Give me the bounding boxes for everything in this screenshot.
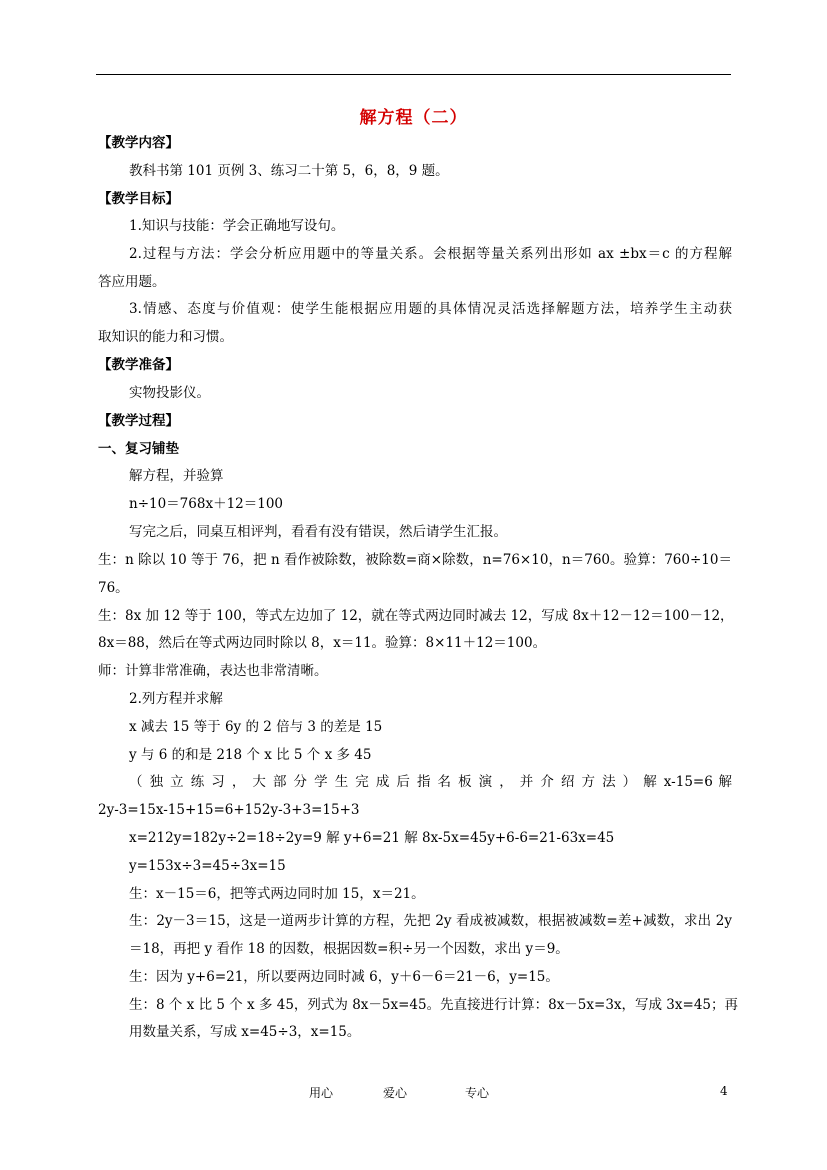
heading-goals: 【教学目标】 [98, 191, 179, 207]
paragraph: 解方程，并验算 [129, 468, 224, 484]
paragraph: 写完之后，同桌互相评判，看看有没有错误，然后请学生汇报。 [129, 524, 507, 540]
page-title: 解方程（二） [359, 108, 468, 128]
paragraph: 2.列方程并求解 [129, 691, 223, 707]
footer-motto-2: 爱心 [383, 1086, 408, 1100]
equation-line: y=153x÷3=45÷3x=15 [129, 858, 286, 874]
paragraph: （ 独 立 练 习 ， 大 部 分 学 生 完 成 后 指 名 板 演 ， 并 介 绍 方 法 ） 解 x-15=6 解 [129, 774, 732, 790]
paragraph: 生：因为 y+6=21，所以要两边同时减 6，y＋6－6＝21－6，y=15。 [129, 969, 559, 985]
paragraph: 生：n 除以 10 等于 76，把 n 看作被除数，被除数=商×除数，n=76×10，n＝760。验算：760÷10＝ [98, 552, 732, 568]
paragraph: 取知识的能力和习惯。 [98, 329, 233, 345]
equation-line: 2y-3=15x-15+15=6+152y-3+3=15+3 [98, 802, 360, 818]
paragraph: 生：x－15＝6，把等式两边同时加 15，x＝21。 [129, 886, 425, 902]
paragraph: 用数量关系，写成 x=45÷3，x=15。 [129, 1024, 361, 1040]
paragraph: 生：2y－3＝15，这是一道两步计算的方程，先把 2y 看成被减数，根据被减数=差+减数，求出 2y [129, 913, 732, 929]
section-heading: 一、复习铺垫 [98, 441, 179, 457]
equation-line: n÷10＝768x＋12＝100 [129, 496, 284, 512]
footer-motto-3: 专心 [465, 1086, 490, 1100]
paragraph: 实物投影仪。 [129, 385, 210, 401]
heading-preparation: 【教学准备】 [98, 357, 179, 373]
paragraph: 答应用题。 [98, 274, 166, 290]
paragraph: x 减去 15 等于 6y 的 2 倍与 3 的差是 15 [129, 719, 383, 735]
paragraph: ＝18，再把 y 看作 18 的因数，根据因数=积÷另一个因数，求出 y＝9。 [129, 941, 569, 957]
footer-motto-1: 用心 [309, 1086, 334, 1100]
paragraph: 1.知识与技能：学会正确地写设句。 [129, 218, 345, 234]
paragraph: 3.情感、态度与价值观：使学生能根据应用题的具体情况灵活选择解题方法，培养学生主动获 [129, 301, 732, 317]
paragraph: 师：计算非常准确，表达也非常清晰。 [98, 663, 328, 679]
page-number: 4 [720, 1084, 728, 1098]
paragraph: 76。 [98, 580, 129, 596]
equation-line: x=212y=182y÷2=18÷2y=9 解 y+6=21 解 8x-5x=45y+6-6=21-63x=45 [129, 830, 615, 846]
paragraph: 8x＝88，然后在等式两边同时除以 8，x＝11。验算：8×11＋12＝100。 [98, 635, 547, 651]
paragraph: 2.过程与方法：学会分析应用题中的等量关系。会根据等量关系列出形如 ax ±bx＝c 的方程解 [129, 246, 732, 262]
header-rule [96, 74, 731, 75]
heading-process: 【教学过程】 [98, 413, 179, 429]
paragraph: 生：8 个 x 比 5 个 x 多 45，列式为 8x－5x=45。先直接进行计算：8x－5x=3x，写成 3x=45；再 [129, 997, 739, 1013]
heading-content: 【教学内容】 [98, 135, 179, 151]
paragraph: y 与 6 的和是 218 个 x 比 5 个 x 多 45 [129, 747, 372, 763]
paragraph: 生：8x 加 12 等于 100，等式左边加了 12，就在等式两边同时减去 12，写成 8x＋12－12＝100－12， [98, 608, 734, 624]
paragraph: 教科书第 101 页例 3、练习二十第 5，6，8，9 题。 [129, 163, 449, 179]
